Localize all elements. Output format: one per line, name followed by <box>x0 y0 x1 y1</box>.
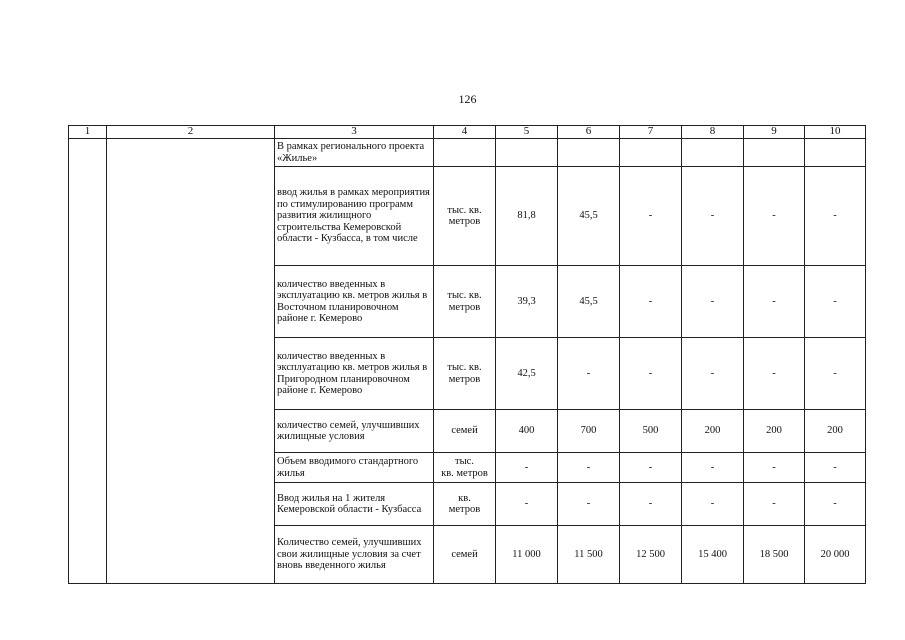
indicator-cell: Объем вводимого стандартного жилья <box>275 453 434 483</box>
value-cell: - <box>620 266 682 338</box>
header-cell: 5 <box>496 126 558 139</box>
unit-cell <box>434 410 496 453</box>
value-cell: - <box>744 167 805 266</box>
value-cell: 18 500 <box>744 526 805 584</box>
value-cell <box>682 139 744 167</box>
value-cell: - <box>558 483 620 526</box>
value-cell: - <box>744 266 805 338</box>
indicator-cell: количество введенных в эксплуатацию кв. метров жилья в Пригородном планировочном районе г. Кемерово <box>275 338 434 410</box>
value-cell: 200 <box>805 410 866 453</box>
value-cell: 400 <box>496 410 558 453</box>
indicator-cell: количество семей, улучшивших жилищные условия <box>275 410 434 453</box>
value-cell: - <box>682 167 744 266</box>
value-cell <box>744 139 805 167</box>
value-cell <box>496 139 558 167</box>
header-cell: 4 <box>434 126 496 139</box>
unit-cell <box>434 338 496 410</box>
value-cell: - <box>682 338 744 410</box>
unit-line: метров <box>448 504 481 515</box>
value-cell: - <box>682 453 744 483</box>
indicators-table <box>68 125 866 584</box>
value-cell: 15 400 <box>682 526 744 584</box>
header-cell: 3 <box>275 126 434 139</box>
value-cell <box>805 139 866 167</box>
value-cell: - <box>744 453 805 483</box>
unit-cell <box>434 453 496 483</box>
value-cell: - <box>805 167 866 266</box>
unit-line: тыс. кв. <box>447 362 482 373</box>
value-cell: 12 500 <box>620 526 682 584</box>
value-cell: - <box>805 453 866 483</box>
header-row <box>69 126 866 139</box>
value-cell: 45,5 <box>558 266 620 338</box>
value-cell: - <box>744 338 805 410</box>
indicator-cell: Количество семей, улучшивших свои жилищные условия за счет вновь введенного жилья <box>275 526 434 584</box>
unit-line: семей <box>451 548 478 560</box>
value-cell: - <box>620 167 682 266</box>
indicator-cell: ввод жилья в рамках мероприятия по стимулированию программ развития жилищного строительства Кемеровской области - Кузбасса, в том числе <box>275 167 434 266</box>
value-cell: 200 <box>682 410 744 453</box>
unit-cell <box>434 167 496 266</box>
value-cell: 81,8 <box>496 167 558 266</box>
table-row <box>69 139 866 167</box>
unit-line: метров <box>448 373 481 385</box>
unit-line: тыс. кв. <box>447 290 482 301</box>
value-cell: - <box>805 266 866 338</box>
header-cell: 7 <box>620 126 682 139</box>
unit-line: метров <box>448 216 481 227</box>
indicator-cell: В рамках регионального проекта «Жилье» <box>275 139 434 167</box>
value-cell: 700 <box>558 410 620 453</box>
value-cell: - <box>496 483 558 526</box>
value-cell: - <box>620 453 682 483</box>
number-cell <box>69 139 107 584</box>
unit-line: семей <box>451 425 478 437</box>
value-cell <box>558 139 620 167</box>
value-cell: 45,5 <box>558 167 620 266</box>
value-cell: - <box>682 483 744 526</box>
unit-line: тыс. кв. <box>447 204 482 216</box>
value-cell <box>620 139 682 167</box>
value-cell: - <box>744 483 805 526</box>
unit-line: кв. метров <box>441 467 488 479</box>
header-cell: 1 <box>69 126 107 139</box>
value-cell: - <box>620 338 682 410</box>
value-cell: 11 000 <box>496 526 558 584</box>
unit-cell <box>434 266 496 338</box>
unit-cell <box>434 483 496 526</box>
value-cell: - <box>805 338 866 410</box>
unit-line: метров <box>448 301 481 313</box>
header-cell: 8 <box>682 126 744 139</box>
unit-cell <box>434 526 496 584</box>
name-cell <box>107 139 275 584</box>
header-cell: 6 <box>558 126 620 139</box>
unit-line: тыс. <box>455 456 474 467</box>
value-cell: - <box>682 266 744 338</box>
page-number: 126 <box>458 92 477 106</box>
value-cell: 42,5 <box>496 338 558 410</box>
value-cell: 11 500 <box>558 526 620 584</box>
unit-line: кв. <box>458 492 471 504</box>
value-cell: 39,3 <box>496 266 558 338</box>
value-cell: - <box>558 338 620 410</box>
value-cell: - <box>805 483 866 526</box>
header-cell: 10 <box>805 126 866 139</box>
indicator-cell: количество введенных в эксплуатацию кв. метров жилья в Восточном планировочном районе г. Кемерово <box>275 266 434 338</box>
value-cell: - <box>496 453 558 483</box>
value-cell: 500 <box>620 410 682 453</box>
value-cell: 20 000 <box>805 526 866 584</box>
value-cell: - <box>558 453 620 483</box>
indicator-cell: Ввод жилья на 1 жителя Кемеровской области - Кузбасса <box>275 483 434 526</box>
unit-cell <box>434 139 496 167</box>
value-cell: 200 <box>744 410 805 453</box>
header-cell: 2 <box>107 126 275 139</box>
header-cell: 9 <box>744 126 805 139</box>
value-cell: - <box>620 483 682 526</box>
